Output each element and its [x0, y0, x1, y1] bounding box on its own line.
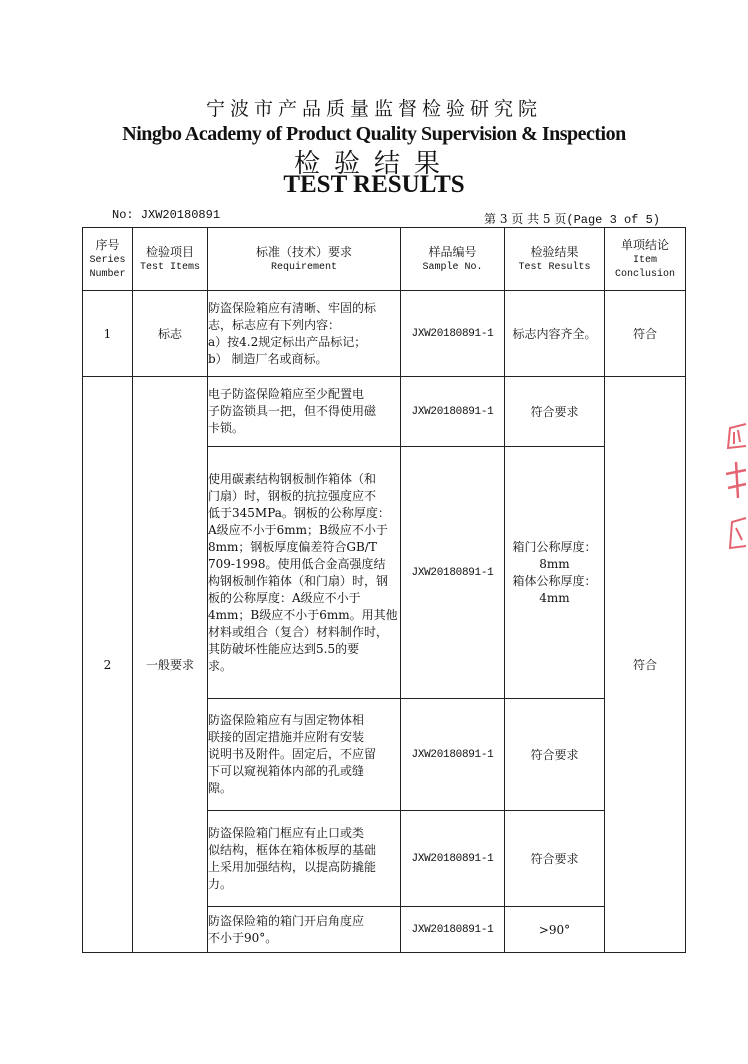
header-conclusion — [605, 228, 686, 291]
requirement-line: 构钢板制作箱体（和门扇）时，钢 — [208, 573, 389, 588]
requirement-line: 门扇）时，钢板的抗拉强度应不 — [208, 488, 377, 503]
document-title-cn: 检验结果 — [293, 149, 454, 179]
requirement-line: 防盗保险箱的箱门开启角度应 — [208, 913, 365, 928]
table-row — [83, 377, 686, 447]
requirement-cell — [208, 699, 401, 811]
result-line: 箱体公称厚度： — [512, 573, 597, 588]
header-conclusion-en2: Conclusion — [614, 268, 675, 280]
requirement-cell — [208, 447, 401, 699]
test-result: >90° — [505, 907, 605, 953]
item-conclusion: 符合 — [605, 291, 686, 377]
header-conclusion-cn: 单项结论 — [620, 237, 669, 252]
report-number: No: JXW20180891 — [112, 208, 221, 222]
sample-number: JXW20180891-1 — [401, 447, 505, 699]
seal-stamp-fragment — [716, 418, 748, 558]
organization-name-en: Ningbo Academy of Product Quality Supervision & Inspection — [122, 123, 626, 145]
header-requirement — [208, 228, 401, 291]
series-number: 2 — [83, 377, 133, 953]
item-conclusion: 符合 — [605, 377, 686, 953]
sample-number: JXW20180891-1 — [401, 377, 505, 447]
requirement-line: 电子防盗保险箱应至少配置电 — [208, 387, 365, 401]
header-series-cn: 序号 — [95, 237, 120, 252]
header-series-en1: Series — [89, 254, 126, 266]
sample-number: JXW20180891-1 — [401, 907, 505, 953]
requirement-line: a）按4.2规定标出产品标记； — [208, 334, 367, 349]
header-conclusion-en1: Item — [632, 254, 657, 266]
header-item-en: Test Items — [139, 261, 200, 273]
header-result-cn: 检验结果 — [530, 244, 579, 259]
requirement-line: 似结构，框体在箱体板厚的基础 — [208, 842, 377, 857]
sample-number: JXW20180891-1 — [401, 811, 505, 907]
requirement-line: 下可以窥视箱体内部的孔或缝 — [208, 764, 365, 778]
requirement-line: 力。 — [208, 876, 233, 891]
test-result — [505, 447, 605, 699]
test-item: 标志 — [133, 291, 208, 377]
table-header-row — [83, 228, 686, 291]
header-item — [133, 228, 208, 291]
requirement-line: 上采用加强结构，以提高防撬能 — [208, 859, 377, 874]
requirement-line: 使用碳素结构钢板制作箱体（和 — [208, 471, 377, 486]
test-item: 一般要求 — [133, 377, 208, 953]
header-requirement-cn: 标准（技术）要求 — [255, 244, 352, 259]
test-results-table — [82, 227, 686, 953]
requirement-line: 防盗保险箱应有清晰、牢固的标 — [208, 300, 377, 315]
requirement-line: 求。 — [208, 658, 233, 673]
requirement-line: 不小于90°。 — [208, 930, 278, 945]
requirement-line: 其防破坏性能应达到5.5的要 — [208, 641, 360, 656]
header-requirement-en: Requirement — [270, 261, 337, 273]
series-number: 1 — [83, 291, 133, 377]
page-indicator-en: (Page 3 of 5) — [566, 213, 660, 227]
requirement-line: 卡锁。 — [208, 421, 245, 435]
requirement-line: 防盗保险箱门框应有止口或类 — [208, 825, 365, 840]
sample-number: JXW20180891-1 — [401, 291, 505, 377]
requirement-line: 低于345MPa。钢板的公称厚度： — [208, 505, 390, 520]
test-result: 符合要求 — [505, 699, 605, 811]
table-row — [83, 291, 686, 377]
header-sample-en: Sample No. — [422, 261, 483, 273]
header-item-cn: 检验项目 — [145, 244, 194, 259]
test-result: 标志内容齐全。 — [505, 291, 605, 377]
page-indicator-cn: 第 3 页 共 5 页 — [484, 212, 567, 226]
result-line: 8mm — [539, 556, 570, 571]
header-result-en: Test Results — [518, 261, 591, 273]
requirement-cell — [208, 811, 401, 907]
requirement-line: 709-1998。使用低合金高强度结 — [208, 556, 386, 571]
document-title-en: TEST RESULTS — [283, 171, 465, 198]
requirement-line: 隙。 — [208, 781, 233, 795]
requirement-cell — [208, 291, 401, 377]
requirement-line: 防盗保险箱应有与固定物体相 — [208, 713, 365, 727]
requirement-line: b） 制造厂名或商标。 — [208, 351, 328, 366]
header-series-en2: Number — [89, 268, 126, 280]
test-result: 符合要求 — [505, 377, 605, 447]
requirement-line: 8mm；钢板厚度偏差符合GB/T — [208, 539, 377, 554]
header-sample — [401, 228, 505, 291]
organization-name-cn: 宁波市产品质量监督检验研究院 — [205, 98, 542, 120]
header-result — [505, 228, 605, 291]
page-indicator — [484, 210, 660, 227]
header-series — [83, 228, 133, 291]
requirement-cell — [208, 907, 401, 953]
requirement-line: 联接的固定措施并应附有安装 — [208, 730, 365, 744]
requirement-line: 志，标志应有下列内容： — [208, 317, 341, 332]
requirement-line: 4mm；B级应不小于6mm。用其他 — [208, 607, 398, 622]
requirement-line: 说明书及附件。固定后，不应留 — [208, 747, 377, 761]
requirement-line: 材料或组合（复合）材料制作时， — [208, 624, 389, 639]
header-sample-cn: 样品编号 — [428, 244, 477, 259]
sample-number: JXW20180891-1 — [401, 699, 505, 811]
result-line: 箱门公称厚度： — [512, 539, 597, 554]
result-line: 4mm — [539, 590, 570, 605]
test-result: 符合要求 — [505, 811, 605, 907]
requirement-line: 板的公称厚度：A级应不小于 — [208, 590, 361, 605]
requirement-line: A级应不小于6mm；B级应不小于 — [208, 522, 388, 537]
requirement-line: 子防盗锁具一把，但不得使用磁 — [208, 404, 377, 418]
requirement-cell — [208, 377, 401, 447]
